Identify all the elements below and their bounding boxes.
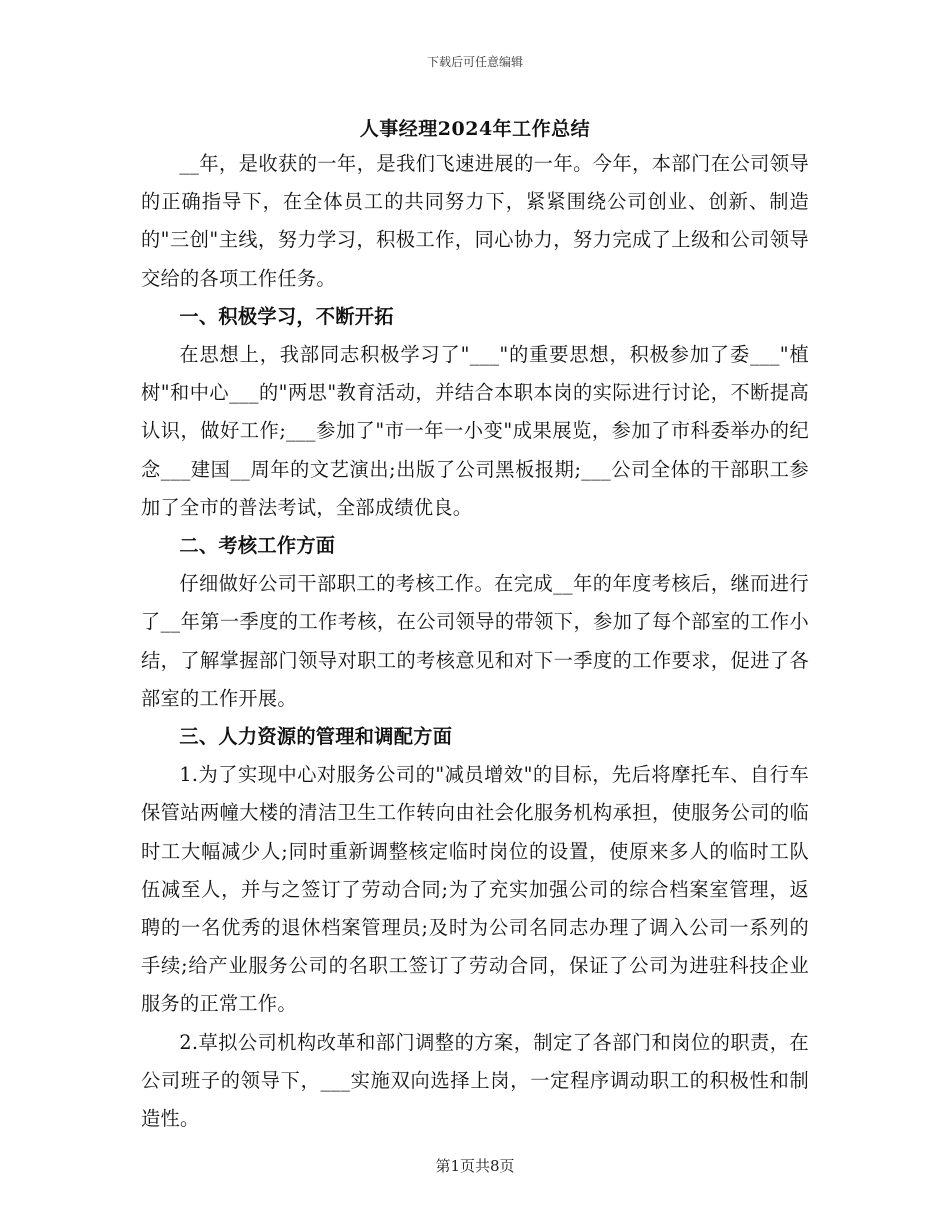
section-1-paragraph: 在思想上，我部同志积极学习了"___"的重要思想，积极参加了委___"植树"和中心___的"两思"教育活动，并结合本职本岗的实际进行讨论，不断提高认识，做好工作;___参加了"市一年一小变"成果展览，参加了市科委举办的纪念___建国__周年的文艺演出;出版了公司黑板报期;___公司全体的干部职工参加了全市的普法考试，全部成绩优良。	[141, 343, 809, 519]
section-2-paragraph: 仔细做好公司干部职工的考核工作。在完成__年的年度考核后，继而进行了__年第一季度的工作考核，在公司领导的带领下，参加了每个部室的工作小结，了解掌握部门领导对职工的考核意见和对下一季度的工作要求，促进了各部室的工作开展。	[141, 572, 809, 710]
page-number: 第1页共8页	[435, 1157, 515, 1175]
header-note: 下载后可任意编辑	[426, 55, 523, 69]
intro-paragraph: __年，是收获的一年，是我们飞速进展的一年。今年，本部门在公司领导的正确指导下，在全体员工的共同努力下，紧紧围绕公司创业、创新、制造的"三创"主线，努力学习，积极工作，同心协力，努力完成了上级和公司领导交给的各项工作任务。	[141, 152, 809, 290]
section-heading-1: 一、积极学习，不断开拓	[179, 304, 394, 328]
section-heading-2: 二、考核工作方面	[179, 534, 336, 558]
section-3-item-1: 1.为了实现中心对服务公司的"减员增效"的目标，先后将摩托车、自行车保管站两幢大楼的清洁卫生工作转向由社会化服务机构承担，使服务公司的临时工大幅减少人;同时重新调整核定临时岗位的设置，使原来多人的临时工队伍减至人，并与之签订了劳动合同;为了充实加强公司的综合档案室管理，返聘的一名优秀的退休档案管理员;及时为公司名同志办理了调入公司一系列的手续;给产业服务公司的名职工签订了劳动合同，保证了公司为进驻科技企业服务的正常工作。	[141, 763, 809, 1016]
document-title: 人事经理2024年工作总结	[359, 118, 591, 140]
section-heading-3: 三、人力资源的管理和调配方面	[179, 725, 453, 749]
section-3-item-2: 2.草拟公司机构改革和部门调整的方案，制定了各部门和岗位的职责，在公司班子的领导下，___实施双向选择上岗，一定程序调动职工的积极性和制造性。	[141, 1030, 809, 1131]
document-body	[141, 145, 809, 1138]
